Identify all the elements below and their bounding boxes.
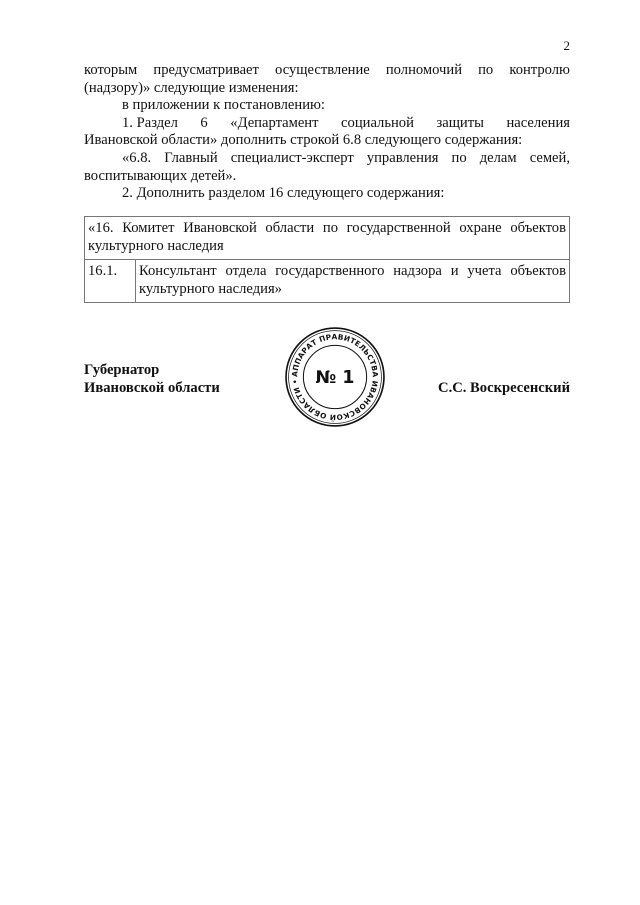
word: 6 — [200, 114, 208, 131]
table-row — [85, 217, 570, 260]
signer-title-line-1: Губернатор — [84, 362, 160, 378]
page-number: 2 — [563, 38, 570, 53]
paragraph-2: в приложении к постановлению: — [122, 97, 325, 114]
word: «Департамент — [230, 114, 319, 131]
table-cell-position: Консультант отдела государственного надзора и учета объектов культурного наследия» — [136, 260, 570, 303]
word: населения — [506, 114, 570, 131]
official-stamp — [284, 326, 386, 428]
word: контролю — [509, 62, 570, 78]
paragraph-1-line-1 — [84, 62, 570, 80]
word: которым — [84, 62, 138, 78]
table-row — [85, 260, 570, 303]
table-cell-number: 16.1. — [85, 260, 136, 303]
signer-name: С.С. Воскресенский — [438, 380, 570, 396]
word: осуществление — [275, 62, 370, 78]
word: по — [478, 62, 494, 78]
signer-title-line-2: Ивановской области — [84, 379, 220, 396]
paragraph-4-line-2: воспитывающих детей». — [84, 167, 237, 184]
stamp-number: № 1 — [315, 368, 355, 389]
paragraph-1-line-2: (надзору)» следующие изменения: — [84, 79, 299, 96]
document-body — [84, 62, 570, 203]
stamp-seal-icon — [284, 326, 386, 428]
word: социальной — [341, 114, 414, 131]
signer-title — [84, 362, 284, 397]
word: защиты — [436, 114, 484, 131]
paragraph-3-line-1 — [84, 115, 570, 133]
paragraph-3-line-2: Ивановской области» дополнить строкой 6.8 следующего содержания: — [84, 132, 523, 149]
word: 1. Раздел — [122, 114, 178, 131]
paragraph-4-line-1: «6.8. Главный специалист-эксперт управления по делам семей, — [122, 149, 570, 166]
stamp-ring-text: АППАРАТ ПРАВИТЕЛЬСТВА ИВАНОВСКОЙ ОБЛАСТИ • — [290, 332, 380, 422]
staff-table — [84, 216, 570, 303]
paragraph-5: 2. Дополнить разделом 16 следующего содержания: — [122, 185, 445, 202]
word: предусматривает — [153, 62, 259, 78]
word: полномочий — [385, 62, 463, 78]
table-section-header: «16. Комитет Ивановской области по государственной охране объектов культурного наследия — [85, 217, 570, 260]
